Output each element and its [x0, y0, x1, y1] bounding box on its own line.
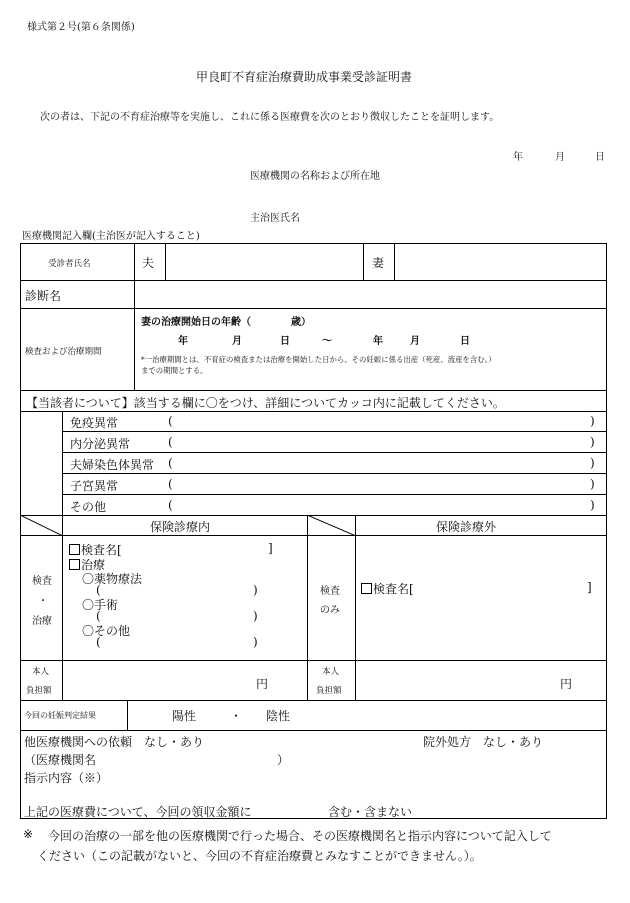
instruction-field[interactable] — [24, 786, 594, 800]
condition-uterine: 子宮異常 — [70, 479, 119, 493]
receipt-statement: 上記の医療費について、今回の領収金額に — [24, 805, 252, 819]
immune-detail-field[interactable] — [178, 414, 586, 430]
period-tilde: ～ — [322, 336, 332, 347]
date-day: 日 — [595, 152, 605, 163]
end-day: 日 — [460, 336, 470, 347]
end-month: 月 — [410, 336, 420, 347]
date-year: 年 — [513, 152, 523, 163]
result-separator: ・ — [230, 709, 243, 723]
checkbox-inside-treatment[interactable] — [69, 559, 80, 570]
conditions-heading: 【当該者について】該当する欄に〇をつけ、詳細についてカッコ内に記載してください。 — [26, 396, 505, 410]
paren-open: ( — [168, 414, 173, 428]
inside-self-pay-field[interactable] — [66, 664, 251, 696]
diagnosis-label: 診断名 — [25, 289, 62, 303]
outside-prescription: 院外処方 なし・あり — [423, 735, 544, 749]
condition-chromosome: 夫婦染色体異常 — [70, 458, 155, 472]
exam-only-label-1: 検査 — [320, 586, 340, 597]
paren-open: ( — [168, 498, 173, 512]
inside-treatment-label: 治療 — [81, 558, 106, 572]
self-pay-label-2: 負担額 — [26, 686, 52, 696]
surgery-paren-close: ) — [253, 609, 258, 623]
exam-treatment-label-3: 治療 — [32, 616, 52, 627]
drug-paren-open: ( — [96, 583, 101, 597]
period-note-2: までの期間とする。 — [141, 366, 208, 375]
condition-other: その他 — [70, 500, 107, 514]
checkbox-outside-exam[interactable] — [361, 583, 372, 594]
condition-immune: 免疫異常 — [70, 416, 119, 430]
paren-close: ) — [590, 456, 595, 470]
husband-name-field[interactable] — [170, 248, 358, 276]
other-therapy-label[interactable]: 〇その他 — [82, 624, 131, 638]
wife-label: 妻 — [372, 256, 385, 270]
pregnancy-result-label: 今回の妊娠判定結果 — [24, 711, 96, 720]
paren-close: ) — [590, 435, 595, 449]
other-paren-close: ) — [253, 635, 258, 649]
surgery-paren-open: ( — [96, 609, 101, 623]
paren-open: ( — [168, 456, 173, 470]
outside-exam-name-label: 検査名[ — [373, 582, 414, 596]
referral-request: 他医療機関への依頼 なし・あり — [24, 735, 205, 749]
outside-exam-row — [361, 580, 414, 597]
other-detail-field[interactable] — [178, 498, 586, 514]
paren-close: ) — [590, 477, 595, 491]
surgery-label[interactable]: 〇手術 — [82, 598, 119, 612]
diagonal-cell-left — [20, 515, 63, 536]
age-line: 妻の治療開始日の年齢（ 歳） — [141, 317, 311, 328]
outside-yen: 円 — [560, 677, 573, 691]
instruction-label: 指示内容（※） — [24, 771, 109, 785]
start-day: 日 — [280, 336, 290, 347]
exam-treatment-label-2: ・ — [38, 596, 48, 607]
diagnosis-field[interactable] — [138, 283, 602, 305]
period-label: 検査および治療期間 — [25, 347, 102, 357]
wife-name-field[interactable] — [398, 248, 602, 276]
referral-institution-field[interactable] — [104, 750, 274, 766]
patient-name-label: 受診者氏名 — [48, 259, 91, 269]
footnote-line-2: ください（この記載がないと、今回の不育症治療費とみなすことができません。）。 — [37, 849, 482, 863]
checkbox-inside-exam[interactable] — [69, 544, 80, 555]
inside-yen: 円 — [256, 677, 269, 691]
date-month: 月 — [555, 152, 565, 163]
drug-paren-close: ) — [253, 583, 258, 597]
page-title: 甲良町不育症治療費助成事業受診証明書 — [196, 70, 413, 84]
result-positive[interactable]: 陽性 — [172, 709, 197, 723]
period-note-1: *一治療期間とは、不育症の検査または治療を開始した日から、その妊娠に係る出産（死産、流産を含む。） — [141, 355, 496, 364]
doctor-label: 主治医氏名 — [250, 213, 300, 224]
uterine-detail-field[interactable] — [178, 477, 586, 493]
diagonal-cell-right — [307, 515, 356, 536]
result-negative[interactable]: 陰性 — [266, 709, 291, 723]
drug-therapy-label[interactable]: 〇薬物療法 — [82, 572, 143, 586]
start-year: 年 — [178, 336, 188, 347]
intro-text: 次の者は、下記の不育症治療等を実施し、これに係る医療費を次のとおり徴収したことを証明します。 — [40, 112, 500, 123]
end-year: 年 — [373, 336, 383, 347]
footnote-line-1: 今回の治療の一部を他の医療機関で行った場合、その医療機関名と指示内容について記入して — [48, 829, 552, 843]
footnote-mark: ※ — [23, 827, 34, 841]
endocrine-detail-field[interactable] — [178, 435, 586, 451]
exam-treatment-label-1: 検査 — [32, 576, 52, 587]
insurance-outside-header: 保険診療外 — [436, 520, 497, 534]
insurance-inside-header: 保険診療内 — [150, 520, 211, 534]
receipt-choice[interactable]: 含む・含まない — [328, 805, 413, 819]
outside-self-pay-field[interactable] — [360, 664, 555, 696]
exam-only-label-2: のみ — [320, 605, 340, 616]
paren-close: ) — [590, 414, 595, 428]
institution-label: 医療機関の名称および所在地 — [250, 171, 380, 182]
husband-label: 夫 — [142, 256, 155, 270]
paren-open: ( — [168, 477, 173, 491]
outside-self-pay-label-1: 本人 — [322, 667, 340, 677]
form-number: 様式第２号(第６条関係) — [27, 22, 135, 33]
chromosome-detail-field[interactable] — [178, 456, 586, 472]
section-label: 医療機関記入欄(主治医が記入すること) — [22, 231, 200, 242]
condition-endocrine: 内分泌異常 — [70, 437, 131, 451]
inside-exam-close: ] — [268, 541, 273, 555]
referral-institution-open: （医療機関名 — [24, 753, 97, 767]
inside-exam-name-label: 検査名[ — [81, 543, 122, 557]
paren-open: ( — [168, 435, 173, 449]
self-pay-label-1: 本人 — [32, 667, 50, 677]
other-paren-open: ( — [96, 635, 101, 649]
outside-exam-close: ] — [587, 580, 592, 594]
paren-close: ) — [590, 498, 595, 512]
referral-institution-close: ） — [277, 753, 290, 767]
outside-self-pay-label-2: 負担額 — [316, 686, 342, 696]
start-month: 月 — [232, 336, 242, 347]
